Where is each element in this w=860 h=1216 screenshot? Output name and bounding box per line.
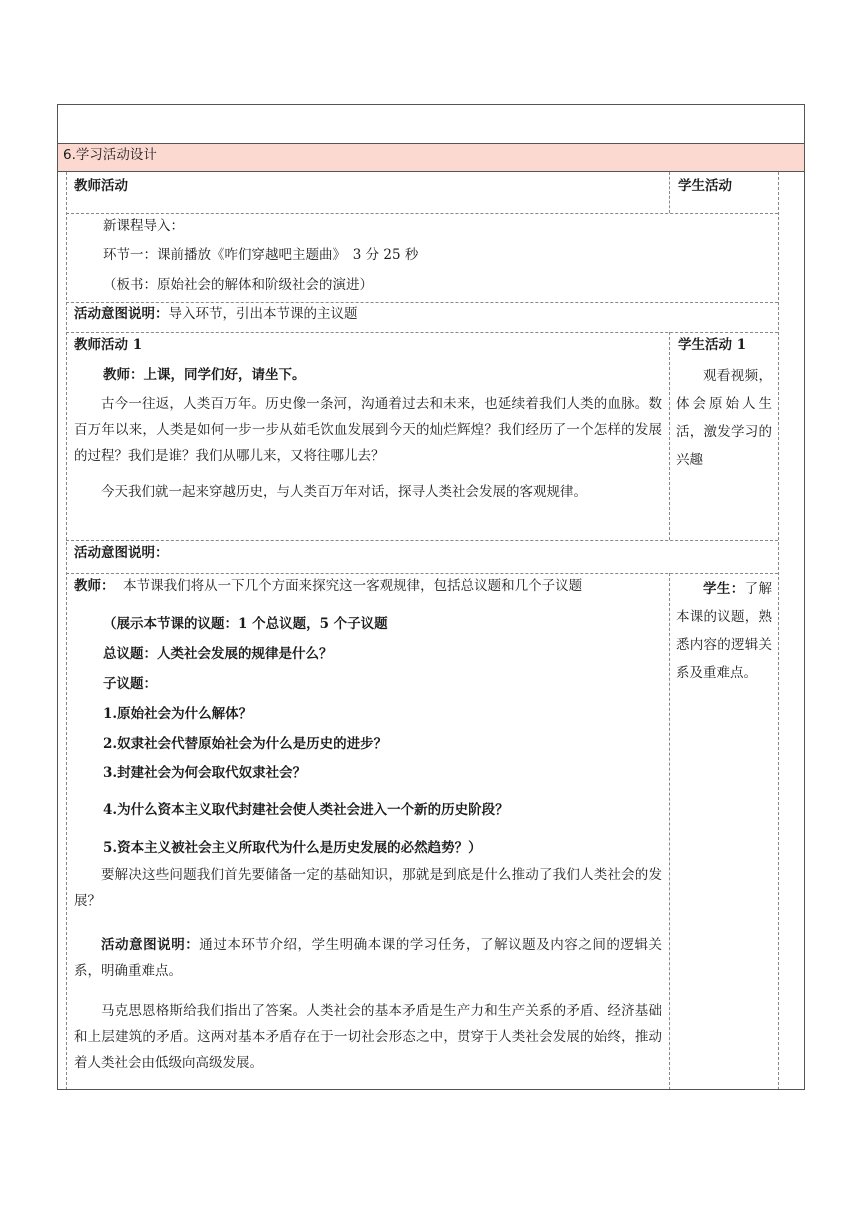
row-divider-2	[66, 302, 778, 303]
sub-topics-label: 子议题：	[103, 676, 157, 692]
col-divider-3	[669, 573, 670, 1090]
row-divider-4	[66, 540, 778, 541]
show-topics: （展示本节课的议题：1 个总议题，5 个子议题	[103, 616, 388, 632]
activity-2-intent	[74, 932, 662, 984]
teacher-activity-1-title: 教师活动 1	[74, 337, 143, 353]
table-left-border	[57, 104, 58, 1090]
student-activity-1-title: 学生活动 1	[678, 337, 747, 353]
activity-2-teacher-label: 教师：	[74, 578, 115, 594]
intent-1-text: 导入环节，引出本节课的主议题	[168, 306, 358, 322]
row-divider-5	[66, 573, 778, 574]
inner-right-border	[778, 172, 779, 1090]
activity-2-teacher-intro	[74, 576, 582, 596]
activity-2-teacher-intro-text: 本节课我们将从一下几个方面来探究这一客观规律，包括总议题和几个子议题	[123, 578, 583, 594]
section-header-right-border	[804, 143, 805, 171]
activity-2-intent-text: 通过本环节介绍，学生明确本课的学习任务，了解议题及内容之间的逻辑关系，明确重难点。	[74, 937, 663, 979]
teacher-greeting: 教师：上课，同学们好，请坐下。	[103, 367, 306, 383]
intro-line-1: 新课程导入：	[103, 218, 184, 234]
table-top-border	[57, 104, 805, 105]
col-divider-1	[669, 172, 670, 213]
col-divider-2	[669, 332, 670, 540]
sub-topic-2: 2.奴隶社会代替原始社会为什么是历史的进步？	[103, 736, 388, 752]
sub-topic-1: 1.原始社会为什么解体？	[103, 706, 253, 722]
table-bottom-border	[57, 1089, 805, 1090]
activity-2-intent-label: 活动意图说明：	[101, 937, 200, 953]
intent-1	[74, 304, 358, 324]
student-activity-2-text: 了解本课的议题，熟悉内容的逻辑关系及重难点。	[676, 581, 772, 681]
student-activity-1-text: 观看视频，体会原始人生活，激发学习的兴趣	[676, 368, 772, 468]
intent-1-label: 活动意图说明：	[74, 306, 169, 322]
table-right-border-top	[804, 104, 805, 144]
table-right-border-bottom	[804, 172, 805, 1090]
row-divider-1	[66, 213, 778, 214]
main-topic: 总议题：人类社会发展的规律是什么？	[103, 646, 333, 662]
activity-1-para-1: 古今一往返，人类百万年。历史像一条河，沟通着过去和未来，也延续着我们人类的血脉。数百万年以来，人类是如何一步一步从茹毛饮血发展到今天的灿烂辉煌？我们经历了一个怎样的发展的过程？我们是谁？我们从哪儿来，又将往哪儿去？	[74, 396, 662, 464]
section-header-bottom-border	[57, 171, 805, 172]
inner-left-border	[66, 172, 67, 1090]
student-activity-2-label: 学生：	[703, 581, 745, 597]
basis-paragraph: 要解决这些问题我们首先要储备一定的基础知识，那就是到底是什么推动了我们人类社会的发展？	[74, 867, 662, 909]
student-activity-header: 学生活动	[678, 178, 732, 194]
section-title: 6.学习活动设计	[63, 147, 157, 163]
teacher-activity-header: 教师活动	[74, 178, 128, 194]
section-header-row	[58, 144, 804, 171]
intent-2-label: 活动意图说明：	[74, 545, 169, 561]
sub-topic-5: 5.资本主义被社会主义所取代为什么是历史发展的必然趋势？）	[103, 840, 482, 856]
intro-line-2: 环节一：课前播放《咋们穿越吧主题曲》 3 分 25 秒	[103, 247, 419, 263]
marx-paragraph: 马克思恩格斯给我们指出了答案。人类社会的基本矛盾是生产力和生产关系的矛盾、经济基础和上层建筑的矛盾。这两对基本矛盾存在于一切社会形态之中，贯穿于人类社会发展的始终，推动着人类社会由低级向高级发展。	[74, 1003, 662, 1071]
sub-topic-3: 3.封建社会为何会取代奴隶社会？	[103, 765, 307, 781]
row-divider-3	[66, 332, 778, 333]
activity-1-para-2: 今天我们就一起来穿越历史，与人类百万年对话，探寻人类社会发展的客观规律。	[101, 484, 587, 500]
student-activity-2	[676, 575, 772, 687]
sub-topic-4: 4.为什么资本主义取代封建社会使人类社会进入一个新的历史阶段？	[103, 802, 509, 818]
intro-line-3: （板书：原始社会的解体和阶级社会的演进）	[103, 277, 373, 293]
